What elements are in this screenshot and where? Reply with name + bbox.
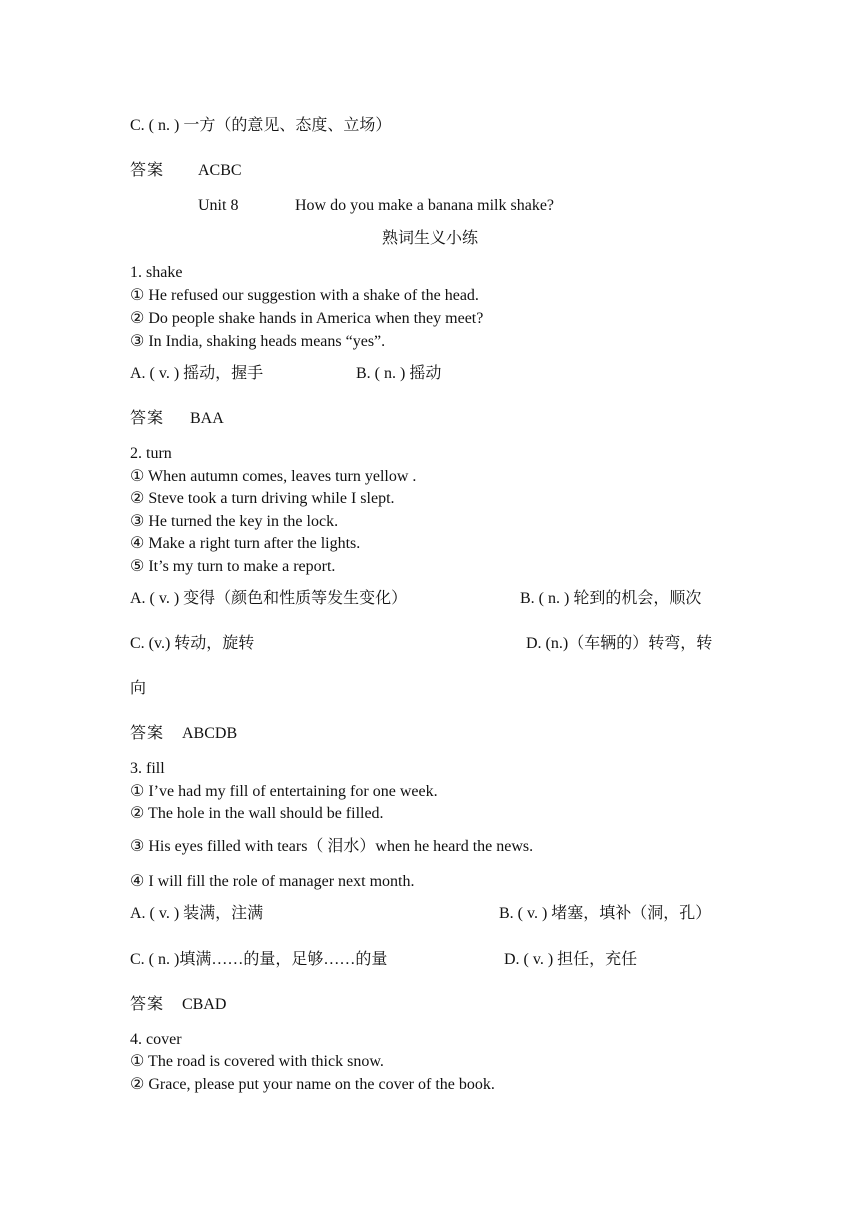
- answer-value: ABCDB: [182, 725, 238, 742]
- sentence-line: ① The road is covered with thick snow.: [130, 1053, 384, 1070]
- sentence-line: ④ I will fill the role of manager next month.: [130, 873, 415, 890]
- question-title: 2. turn: [130, 445, 172, 462]
- option-line: B. ( n. ) 轮到的机会，顺次: [520, 590, 702, 607]
- sentence-line: ② Grace, please put your name on the cover of the book.: [130, 1076, 495, 1093]
- answer-label: 答案: [130, 162, 165, 179]
- sentence-line: ③ He turned the key in the lock.: [130, 513, 339, 530]
- answer-label: 答案: [130, 725, 165, 742]
- option-line: B. ( v. ) 堵塞，填补（洞，孔）: [499, 905, 712, 922]
- sentence-line: ② Steve took a turn driving while I slept.: [130, 490, 395, 507]
- sentence-line: ① He refused our suggestion with a shake of the head.: [130, 287, 479, 304]
- option-line: D. ( v. ) 担任，充任: [504, 951, 638, 968]
- sentence-line: ③ In India, shaking heads means “yes”.: [130, 333, 386, 350]
- answer-label: 答案: [130, 996, 165, 1013]
- sentence-line: ④ Make a right turn after the lights.: [130, 535, 361, 552]
- option-line: C. ( n. )填满……的量，足够……的量: [130, 951, 388, 968]
- sentence-line: ① When autumn comes, leaves turn yellow .: [130, 468, 417, 485]
- question-title: 4. cover: [130, 1031, 182, 1048]
- sentence-line: ② Do people shake hands in America when they meet?: [130, 310, 484, 327]
- sentence-line: ② The hole in the wall should be filled.: [130, 805, 384, 822]
- answer-value: BAA: [190, 410, 224, 427]
- option-line: A. ( v. ) 变得（颜色和性质等发生变化）: [130, 590, 408, 607]
- question-title: 3. fill: [130, 760, 165, 777]
- option-line: A. ( v. ) 摇动，握手: [130, 365, 264, 382]
- option-line: C. (v.) 转动，旋转: [130, 635, 255, 652]
- section-title: 熟词生义小练: [381, 230, 478, 247]
- answer-label: 答案: [130, 410, 165, 427]
- answer-value: ACBC: [198, 162, 242, 179]
- unit-label: Unit 8: [198, 197, 239, 214]
- sentence-line: ① I’ve had my fill of entertaining for one week.: [130, 783, 438, 800]
- option-wrap: 向: [130, 680, 147, 697]
- unit-question: How do you make a banana milk shake?: [295, 197, 555, 214]
- option-line: D. (n.)（车辆的）转弯，转: [526, 635, 713, 652]
- sentence-line: ③ His eyes filled with tears（ 泪水）when he heard the news.: [130, 838, 534, 855]
- question-title: 1. shake: [130, 264, 183, 281]
- sentence-line: ⑤ It’s my turn to make a report.: [130, 558, 336, 575]
- option-c-line: C. ( n. ) 一方（的意见、态度、立场）: [130, 117, 392, 134]
- answer-value: CBAD: [182, 996, 227, 1013]
- option-line: A. ( v. ) 装满，注满: [130, 905, 264, 922]
- option-line: B. ( n. ) 摇动: [356, 365, 442, 382]
